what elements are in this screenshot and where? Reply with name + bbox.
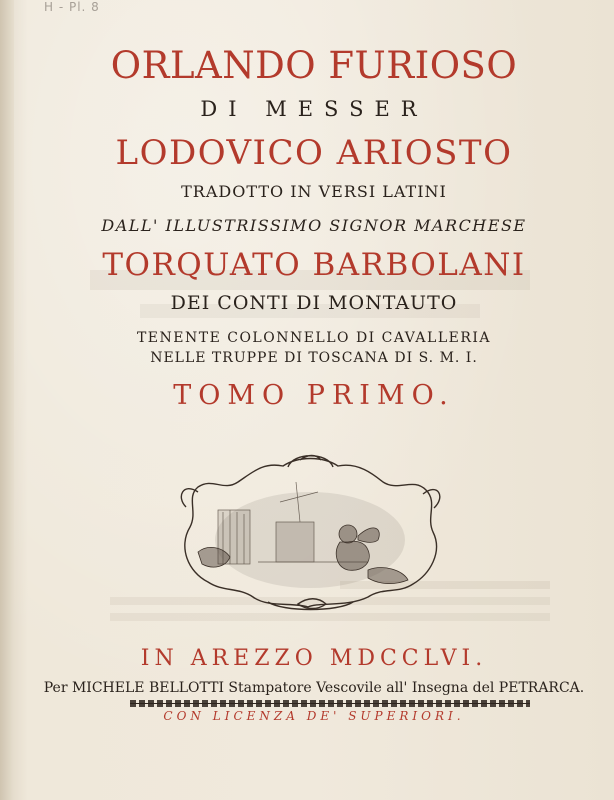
translator-name: TORQUATO BARBOLANI xyxy=(102,247,526,283)
dedication-line: DALL' ILLUSTRISSIMO SIGNOR MARCHESE xyxy=(101,216,527,235)
book-title: ORLANDO FURIOSO xyxy=(110,44,518,87)
translated-line: TRADOTTO IN VERSI LATINI xyxy=(181,182,447,201)
rank-line-2: NELLE TRUPPE DI TOSCANA DI S. M. I. xyxy=(150,350,478,366)
imprint-printer: Per MICHELE BELLOTTI Stampatore Vescovile all' Insegna del PETRARCA. xyxy=(43,680,585,696)
page-gutter xyxy=(0,0,14,800)
engraved-vignette-icon xyxy=(168,452,453,612)
shelfmark-pencil: H - Pl. 8 xyxy=(44,0,100,14)
volume-label: TOMO PRIMO. xyxy=(173,380,455,411)
imprint-place-year: IN AREZZO MDCCLVI. xyxy=(140,646,488,671)
license-line: CON LICENZA DE' SUPERIORI. xyxy=(163,709,465,723)
di-messer-line: DI MESSER xyxy=(200,97,428,121)
translator-family: DEI CONTI DI MONTAUTO xyxy=(170,292,458,314)
ornamental-rule-line xyxy=(130,703,530,704)
author-name: LODOVICO ARIOSTO xyxy=(115,133,513,173)
rank-line-1: TENENTE COLONNELLO DI CAVALLERIA xyxy=(136,330,492,346)
